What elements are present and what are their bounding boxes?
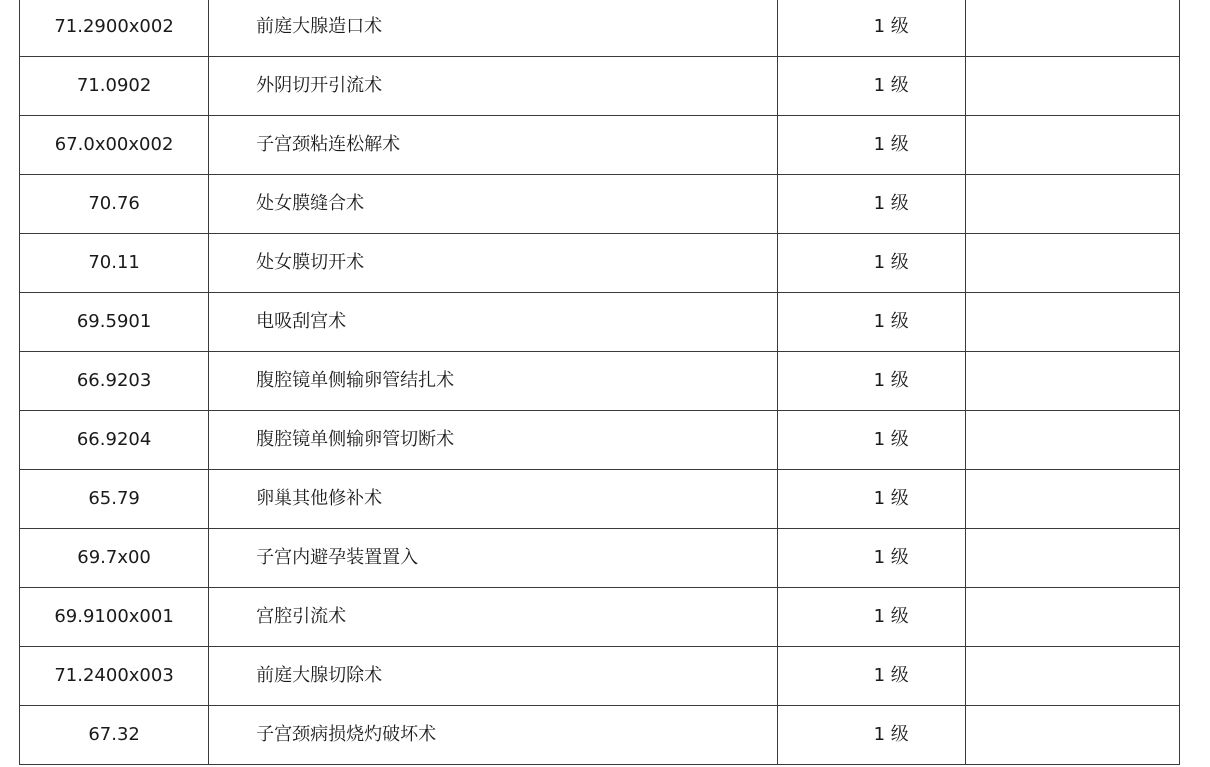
note-cell: [965, 57, 1179, 116]
procedure-name-cell: 前庭大腺造口术: [209, 0, 777, 57]
procedure-code-cell: 71.2400x003: [20, 647, 209, 706]
procedure-code-cell: 66.9203: [20, 352, 209, 411]
procedure-code-cell: 69.9100x001: [20, 588, 209, 647]
surgery-level-cell: 1 级: [777, 352, 965, 411]
table-row: [20, 0, 1180, 57]
table-body: [20, 0, 1180, 765]
surgery-level-cell: 1 级: [777, 647, 965, 706]
surgery-level-cell: 1 级: [777, 706, 965, 765]
note-cell: [965, 588, 1179, 647]
procedure-name-cell: 卵巢其他修补术: [209, 470, 777, 529]
procedure-name-cell: 前庭大腺切除术: [209, 647, 777, 706]
note-cell: [965, 293, 1179, 352]
procedure-name-cell: 处女膜切开术: [209, 234, 777, 293]
surgery-level-cell: 1 级: [777, 234, 965, 293]
note-cell: [965, 647, 1179, 706]
procedure-name-cell: 电吸刮宫术: [209, 293, 777, 352]
note-cell: [965, 234, 1179, 293]
procedure-name-cell: 外阴切开引流术: [209, 57, 777, 116]
procedure-code-cell: 67.0x00x002: [20, 116, 209, 175]
procedure-name-cell: 腹腔镜单侧输卵管结扎术: [209, 352, 777, 411]
surgery-level-cell: 1 级: [777, 411, 965, 470]
procedure-code-cell: 71.2900x002: [20, 0, 209, 57]
procedure-code-cell: 70.76: [20, 175, 209, 234]
procedure-name-cell: 腹腔镜单侧输卵管切断术: [209, 411, 777, 470]
procedure-code-cell: 70.11: [20, 234, 209, 293]
surgery-level-cell: 1 级: [777, 175, 965, 234]
procedure-name-cell: 处女膜缝合术: [209, 175, 777, 234]
table-row: [20, 588, 1180, 647]
table-row: [20, 116, 1180, 175]
surgery-level-cell: 1 级: [777, 293, 965, 352]
table-row: [20, 706, 1180, 765]
procedure-code-cell: 71.0902: [20, 57, 209, 116]
surgery-level-cell: 1 级: [777, 116, 965, 175]
note-cell: [965, 352, 1179, 411]
procedure-name-cell: 子宫颈病损烧灼破坏术: [209, 706, 777, 765]
table-row: [20, 529, 1180, 588]
surgery-level-cell: 1 级: [777, 588, 965, 647]
note-cell: [965, 706, 1179, 765]
table-row: [20, 234, 1180, 293]
table-row: [20, 293, 1180, 352]
procedure-code-cell: 69.5901: [20, 293, 209, 352]
procedure-code-cell: 69.7x00: [20, 529, 209, 588]
procedure-name-cell: 子宫颈粘连松解术: [209, 116, 777, 175]
procedure-code-cell: 67.32: [20, 706, 209, 765]
procedure-name-cell: 宫腔引流术: [209, 588, 777, 647]
note-cell: [965, 116, 1179, 175]
note-cell: [965, 529, 1179, 588]
surgery-level-cell: 1 级: [777, 57, 965, 116]
table-row: [20, 57, 1180, 116]
procedure-name-cell: 子宫内避孕装置置入: [209, 529, 777, 588]
table-row: [20, 352, 1180, 411]
procedure-code-cell: 65.79: [20, 470, 209, 529]
table-row: [20, 647, 1180, 706]
table-row: [20, 470, 1180, 529]
table-row: [20, 411, 1180, 470]
surgery-level-cell: 1 级: [777, 470, 965, 529]
procedure-code-cell: 66.9204: [20, 411, 209, 470]
note-cell: [965, 470, 1179, 529]
surgery-level-cell: 1 级: [777, 529, 965, 588]
table-row: [20, 175, 1180, 234]
surgery-level-cell: 1 级: [777, 0, 965, 57]
note-cell: [965, 0, 1179, 57]
note-cell: [965, 175, 1179, 234]
note-cell: [965, 411, 1179, 470]
surgery-table: [19, 0, 1180, 765]
